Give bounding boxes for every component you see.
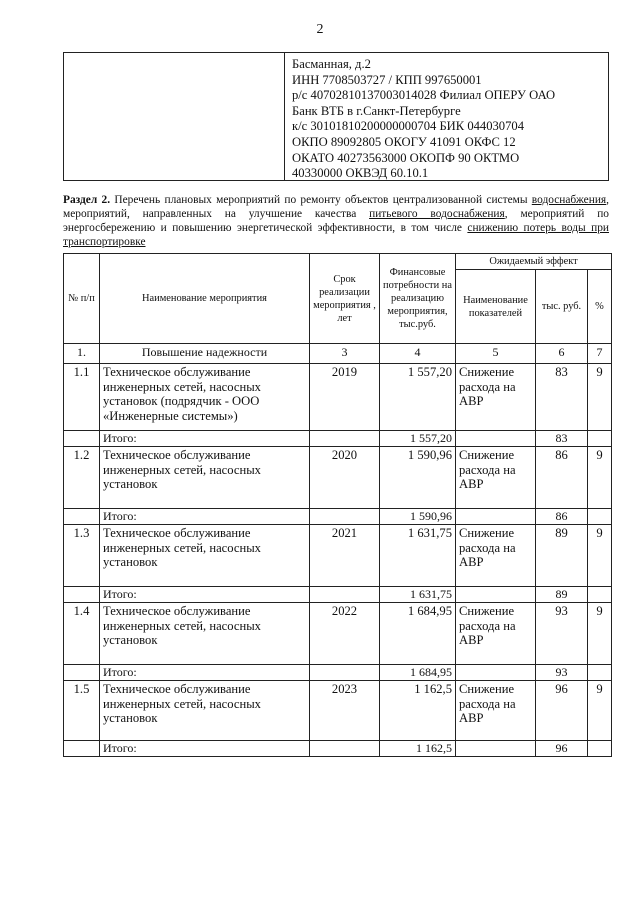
page-number: 2 <box>316 22 324 37</box>
measures-table <box>63 253 612 757</box>
requisite-line: ОКАТО 40273563000 ОКОПФ 90 ОКТМО <box>292 150 520 165</box>
total-label: Итого: <box>100 509 310 525</box>
total-label: Итого: <box>100 587 310 603</box>
header-effect: Ожидаемый эффект <box>456 254 612 270</box>
total-rub: 93 <box>536 665 588 681</box>
header-percent: % <box>588 270 612 344</box>
row-indicator: Снижение расхода на АВР <box>456 603 536 665</box>
requisite-line: ИНН 7708503727 / КПП 997650001 <box>292 72 482 87</box>
header-num: № п/п <box>64 254 100 344</box>
row-sum: 1 162,5 <box>380 681 456 741</box>
table-row <box>64 603 612 665</box>
section-text: , мероприятий, направленных на улучшение качества <box>63 194 610 220</box>
total-label: Итого: <box>100 665 310 681</box>
requisites-box <box>63 52 609 181</box>
row-year: 2023 <box>310 681 380 741</box>
col-number: 7 <box>588 344 612 364</box>
total-rub: 89 <box>536 587 588 603</box>
requisite-line: 40330000 ОКВЭД 60.10.1 <box>292 166 429 181</box>
row-rub: 86 <box>536 447 588 509</box>
requisite-line: ОКПО 89092805 ОКОГУ 41091 ОКФС 12 <box>292 134 516 149</box>
row-pct: 9 <box>588 603 612 665</box>
total-sum: 1 631,75 <box>380 587 456 603</box>
header-indicator: Наименование показателей <box>456 270 536 344</box>
row-sum: 1 590,96 <box>380 447 456 509</box>
row-num: 1.5 <box>64 681 100 741</box>
total-sum: 1 684,95 <box>380 665 456 681</box>
table-row <box>64 364 612 431</box>
row-num: 1.2 <box>64 447 100 509</box>
col-number: 6 <box>536 344 588 364</box>
total-rub: 86 <box>536 509 588 525</box>
total-sum: 1 590,96 <box>380 509 456 525</box>
total-label: Итого: <box>100 431 310 447</box>
row-indicator: Снижение расхода на АВР <box>456 364 536 431</box>
header-thousand: тыс. руб. <box>536 270 588 344</box>
row-name: Техническое обслуживание инженерных сетей, насосных установок <box>100 603 310 665</box>
row-rub: 89 <box>536 525 588 587</box>
table-row <box>64 681 612 741</box>
col-number: Повышение надежности <box>100 344 310 364</box>
row-name: Техническое обслуживание инженерных сетей, насосных установок (подрядчик - ООО «Инженерные системы») <box>100 364 310 431</box>
row-name: Техническое обслуживание инженерных сетей, насосных установок <box>100 681 310 741</box>
col-number: 5 <box>456 344 536 364</box>
row-num: 1.3 <box>64 525 100 587</box>
requisites-divider <box>284 53 285 180</box>
col-number: 4 <box>380 344 456 364</box>
section-text: водоснабжения <box>531 194 607 206</box>
total-row <box>64 665 612 681</box>
row-num: 1.4 <box>64 603 100 665</box>
row-num: 1.1 <box>64 364 100 431</box>
requisite-line: Банк ВТБ в г.Санкт-Петербурге <box>292 103 461 118</box>
row-pct: 9 <box>588 525 612 587</box>
total-row <box>64 587 612 603</box>
total-sum: 1 162,5 <box>380 741 456 757</box>
requisite-line: р/с 40702810137003014028 Филиал ОПЕРУ ОАО <box>292 88 556 103</box>
section-text: снижению потерь воды при транспортировке <box>63 222 609 248</box>
total-row <box>64 741 612 757</box>
section-label: Раздел 2. <box>63 194 111 206</box>
section-text: , мероприятий по энергосбережению и повышению энергетической эффективности, в том числе <box>63 208 609 234</box>
row-year: 2021 <box>310 525 380 587</box>
row-year: 2020 <box>310 447 380 509</box>
total-row <box>64 509 612 525</box>
row-rub: 96 <box>536 681 588 741</box>
section-text: Перечень плановых мероприятий по ремонту объектов централизованной системы <box>110 194 532 206</box>
total-sum: 1 557,20 <box>380 431 456 447</box>
header-finance: Финансовые потребности на реализацию мероприятия, тыс.руб. <box>380 254 456 344</box>
row-sum: 1 631,75 <box>380 525 456 587</box>
row-indicator: Снижение расхода на АВР <box>456 447 536 509</box>
total-label: Итого: <box>100 741 310 757</box>
col-number: 3 <box>310 344 380 364</box>
row-indicator: Снижение расхода на АВР <box>456 681 536 741</box>
total-row <box>64 431 612 447</box>
header-term: Срок реализации мероприятия , лет <box>310 254 380 344</box>
total-rub: 83 <box>536 431 588 447</box>
row-pct: 9 <box>588 364 612 431</box>
table-row <box>64 447 612 509</box>
row-rub: 83 <box>536 364 588 431</box>
row-sum: 1 557,20 <box>380 364 456 431</box>
requisites-text <box>292 57 607 182</box>
requisite-line: Басманная, д.2 <box>292 57 371 71</box>
table-row <box>64 525 612 587</box>
section-heading <box>63 193 609 249</box>
row-year: 2022 <box>310 603 380 665</box>
row-name: Техническое обслуживание инженерных сетей, насосных установок <box>100 525 310 587</box>
section-text: питьевого водоснабжения <box>369 208 505 220</box>
col-number: 1. <box>64 344 100 364</box>
total-rub: 96 <box>536 741 588 757</box>
row-indicator: Снижение расхода на АВР <box>456 525 536 587</box>
header-name: Наименование мероприятия <box>100 254 310 344</box>
row-rub: 93 <box>536 603 588 665</box>
row-year: 2019 <box>310 364 380 431</box>
requisite-line: к/с 30101810200000000704 БИК 044030704 <box>292 119 524 134</box>
row-pct: 9 <box>588 447 612 509</box>
row-sum: 1 684,95 <box>380 603 456 665</box>
row-pct: 9 <box>588 681 612 741</box>
row-name: Техническое обслуживание инженерных сетей, насосных установок <box>100 447 310 509</box>
